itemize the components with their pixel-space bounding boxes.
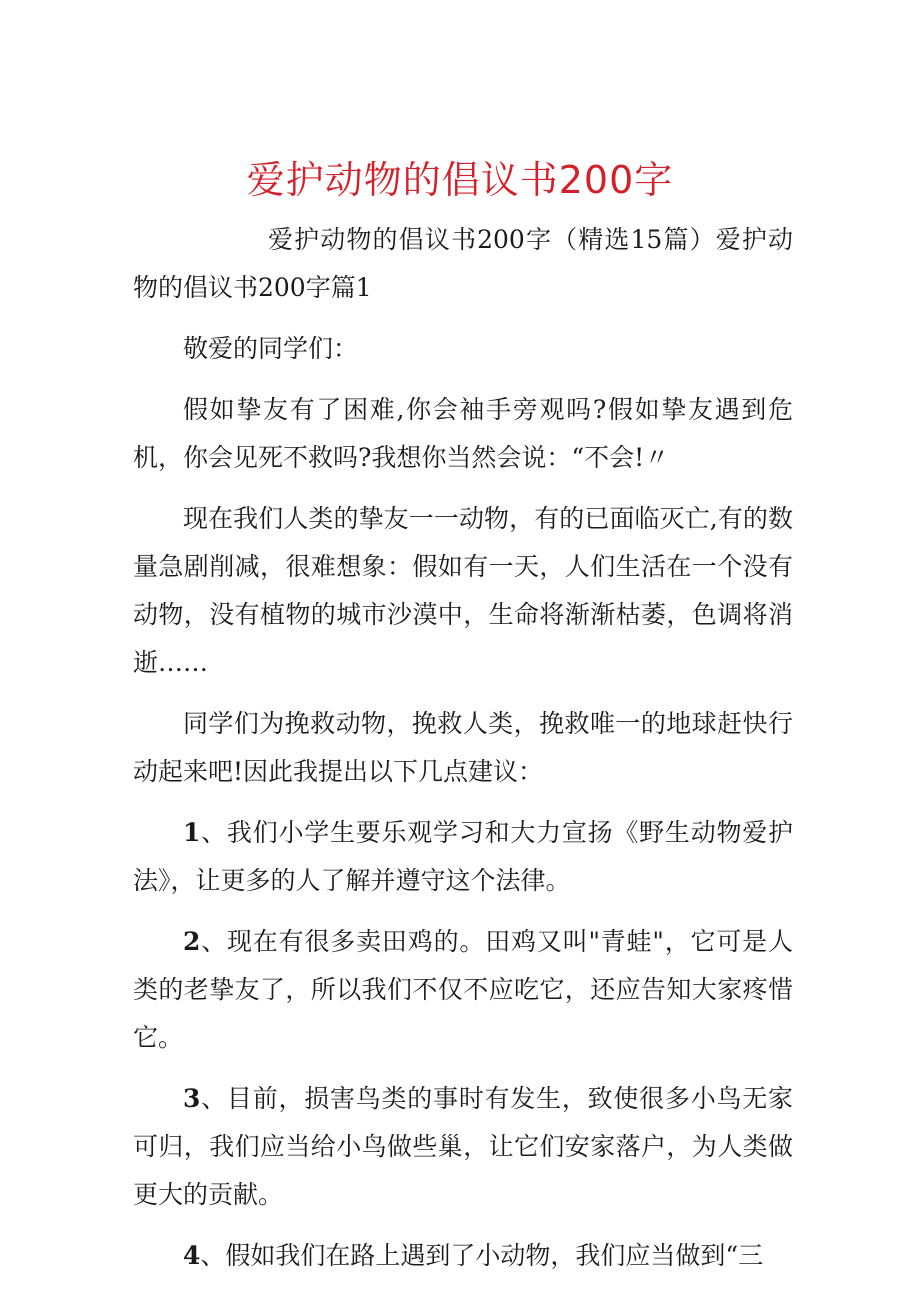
intro-paragraph: 爱护动物的倡议书200字（精选15篇）爱护动物的倡议书200字篇1 xyxy=(133,225,793,302)
suggestion-number: 3 xyxy=(183,1084,201,1113)
suggestion-text: 、我们小学生要乐观学习和大力宣扬《野生动物爱护法》，让更多的人了解并遵守这个法律。 xyxy=(133,818,793,895)
suggestion-text: 、目前，损害鸟类的事时有发生，致使很多小鸟无家可归，我们应当给小鸟做些巢，让它们安家落户，为人类做更大的贡献。 xyxy=(133,1084,793,1209)
suggestion-number: 4 xyxy=(183,1241,201,1270)
body-paragraph: 假如挚友有了困难,你会袖手旁观吗?假如挚友遇到危机，你会见死不救吗?我想你当然会说：“不会!〃 xyxy=(133,395,793,472)
suggestion-text: 、现在有很多卖田鸡的。田鸡又叫"青蛙"，它可是人类的老挚友了，所以我们不仅不应吃它，还应告知大家疼惜它。 xyxy=(133,927,793,1052)
suggestion-item xyxy=(133,1232,793,1280)
suggestion-number: 2 xyxy=(183,927,201,956)
salutation: 敬爱的同学们： xyxy=(183,334,359,363)
body-paragraph: 现在我们人类的挚友一一动物，有的已面临灭亡,有的数量急剧削减，很难想象：假如有一天，人们生活在一个没有动物，没有植物的城市沙漠中，生命将渐渐枯萎，色调将消逝…… xyxy=(133,504,793,677)
body-paragraph: 同学们为挽救动物，挽救人类，挽救唯一的地球赶快行动起来吧!因此我提出以下几点建议： xyxy=(133,709,793,786)
document-body xyxy=(133,216,793,1293)
suggestion-number: 1 xyxy=(183,818,201,847)
suggestion-item xyxy=(133,918,793,1062)
suggestion-item xyxy=(133,809,793,905)
document-title: 爱护动物的倡议书200字 xyxy=(246,158,674,202)
suggestion-text: 、假如我们在路上遇到了小动物，我们应当做到“三 xyxy=(200,1241,764,1270)
suggestion-item xyxy=(133,1075,793,1219)
